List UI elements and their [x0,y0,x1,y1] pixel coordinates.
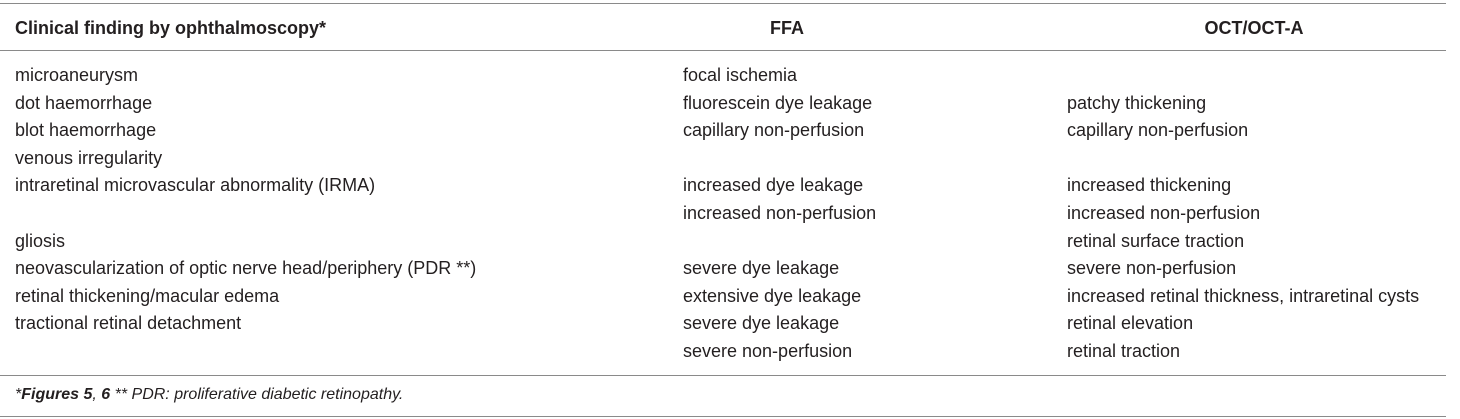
cell-oct: retinal traction [1067,340,1181,361]
table-footnote [15,382,403,408]
cell-oct: patchy thickening [1067,92,1207,113]
table-row [0,228,1446,256]
cell-ffa: increased non-perfusion [683,202,877,223]
table-row [0,338,1446,366]
figure-link-5[interactable]: Figures 5 [21,386,93,403]
footnote-star: * [15,386,22,403]
header-oct: OCT/OCT-A [1204,18,1304,38]
cell-ffa: severe dye leakage [683,258,840,279]
table-row [0,255,1446,283]
table-header-rule [0,50,1446,51]
cell-ffa: capillary non-perfusion [683,120,865,141]
figure-link-6[interactable]: 6 [101,386,111,403]
table-row [0,145,1446,173]
table-bottom-rule [0,416,1446,417]
cell-finding: microaneurysm [15,65,139,85]
cell-oct: capillary non-perfusion [1067,120,1249,141]
cell-oct: increased retinal thickness, intraretinal cysts [1067,285,1420,306]
table-row [0,200,1446,228]
cell-oct: retinal elevation [1067,313,1194,334]
table-header [0,15,1446,41]
table-row [0,117,1446,145]
table-row [0,90,1446,118]
cell-finding: blot haemorrhage [15,120,157,141]
footnote-separator: , [92,386,102,403]
footnote-text: ** PDR: proliferative diabetic retinopathy. [110,386,404,403]
cell-finding: tractional retinal detachment [15,313,242,334]
header-ffa: FFA [770,18,804,38]
cell-finding: venous irregularity [15,147,163,168]
table-top-rule [0,3,1446,4]
cell-ffa: severe dye leakage [683,313,840,334]
table-row [0,283,1446,311]
cell-finding: gliosis [15,230,66,251]
cell-finding: intraretinal microvascular abnormality (IRMA) [15,175,376,196]
cell-finding: retinal thickening/macular edema [15,285,280,306]
table-row [0,172,1446,200]
cell-ffa: severe non-perfusion [683,340,853,361]
cell-oct: retinal surface traction [1067,230,1245,251]
cell-ffa: focal ischemia [683,65,798,85]
table-row [0,310,1446,338]
cell-oct: severe non-perfusion [1067,258,1237,279]
cell-ffa: fluorescein dye leakage [683,92,873,113]
header-clinical-finding: Clinical finding by ophthalmoscopy* [15,18,327,38]
cell-ffa: extensive dye leakage [683,285,862,306]
cell-oct: increased non-perfusion [1067,202,1261,223]
table-body [0,62,1446,366]
cell-oct: increased thickening [1067,175,1232,196]
table-footer-rule [0,375,1446,376]
cell-finding: dot haemorrhage [15,92,153,113]
cell-ffa: increased dye leakage [683,175,864,196]
cell-finding: neovascularization of optic nerve head/periphery (PDR **) [15,258,477,279]
table-row [0,62,1446,90]
